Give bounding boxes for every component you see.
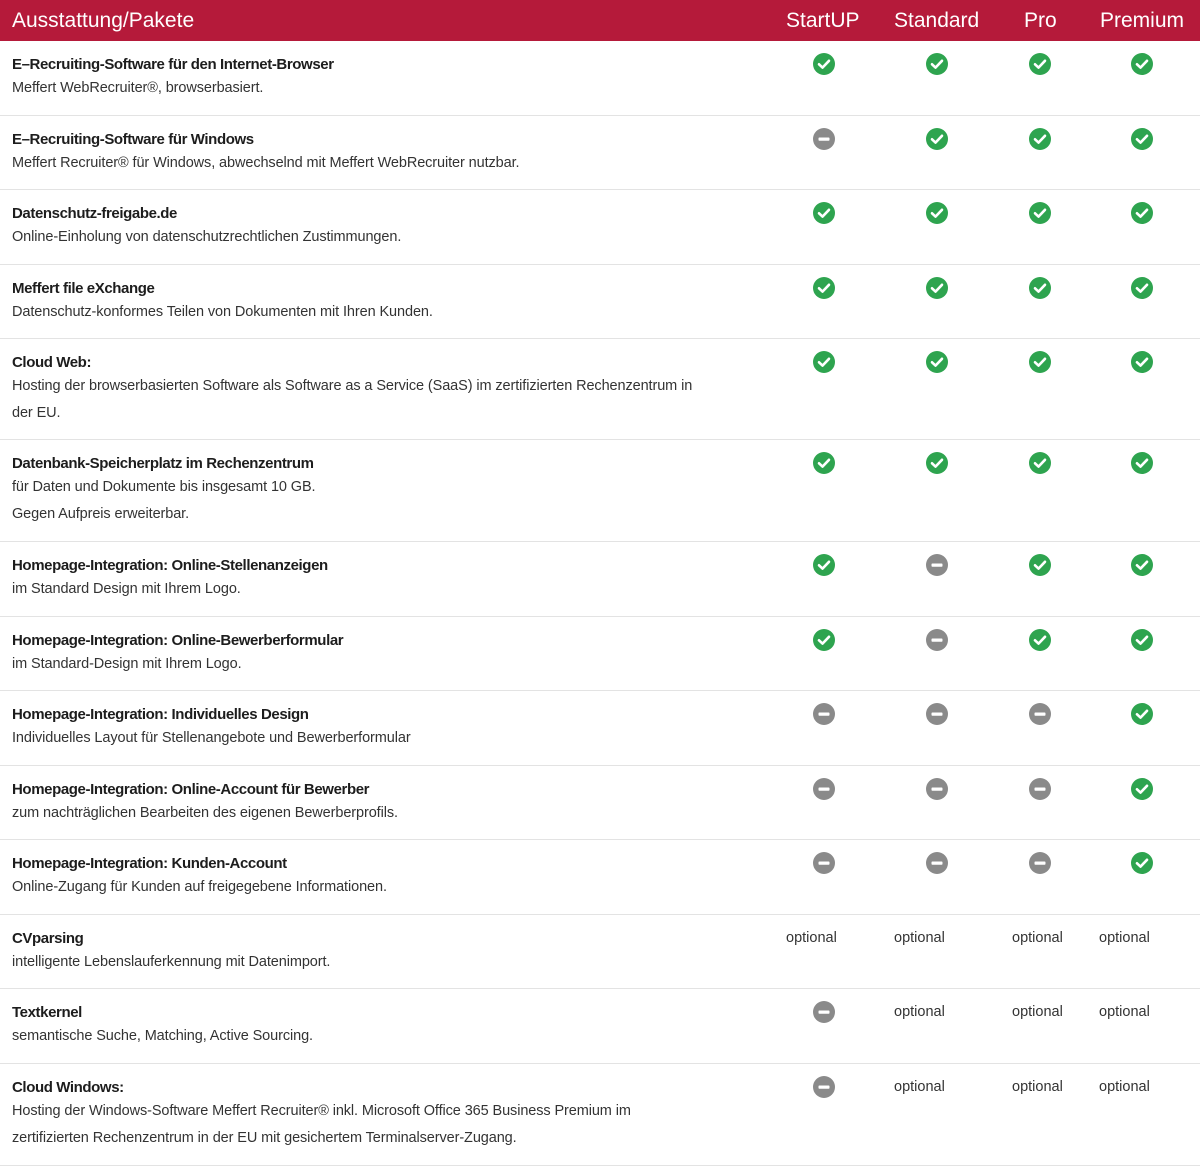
- optional-label: optional: [1012, 1079, 1063, 1095]
- feature-description: Hosting der browserbasierten Software als Software as a Service (SaaS) im zertifizierten Rechenzentrum in: [12, 378, 693, 394]
- feature-title: Homepage-Integration: Online-Account für Bewerber: [12, 781, 370, 798]
- feature-title: Cloud Web:: [12, 354, 92, 371]
- check-circle-icon: [1131, 277, 1153, 299]
- table-row: [0, 41, 1200, 116]
- feature-title: CVparsing: [12, 930, 84, 947]
- table-row: [0, 840, 1200, 915]
- check-circle-icon: [1131, 703, 1153, 725]
- optional-label: optional: [894, 1079, 945, 1095]
- package-cell-premium: [0, 53, 1200, 75]
- table-row: [0, 542, 1200, 617]
- feature-description: im Standard-Design mit Ihrem Logo.: [12, 656, 242, 672]
- table-row: [0, 265, 1200, 339]
- package-cell-premium: [0, 452, 1200, 474]
- optional-label: optional: [1099, 1079, 1150, 1095]
- table-header: [0, 0, 1200, 41]
- table-row: [0, 989, 1200, 1064]
- optional-label: optional: [1099, 930, 1150, 946]
- table-row: [0, 116, 1200, 190]
- header-package-startup: StartUP: [786, 9, 860, 32]
- package-cell-premium: [0, 277, 1200, 299]
- feature-description: Individuelles Layout für Stellenangebote und Bewerberformular: [12, 730, 411, 746]
- table-row: [0, 691, 1200, 766]
- package-cell-premium: [0, 703, 1200, 725]
- feature-description: Online-Zugang für Kunden auf freigegebene Informationen.: [12, 879, 387, 895]
- check-circle-icon: [1131, 452, 1153, 474]
- header-package-pro: Pro: [1024, 9, 1057, 32]
- table-row: [0, 339, 1200, 440]
- feature-description: zum nachträglichen Bearbeiten des eigenen Bewerberprofils.: [12, 805, 398, 821]
- package-cell-premium: [0, 202, 1200, 224]
- feature-title: E–Recruiting-Software für den Internet-Browser: [12, 56, 334, 73]
- check-circle-icon: [1131, 351, 1153, 373]
- check-circle-icon: [1131, 778, 1153, 800]
- feature-description: Hosting der Windows-Software Meffert Recruiter® inkl. Microsoft Office 365 Business Premium im: [12, 1103, 631, 1119]
- package-cell-premium: [0, 927, 1200, 949]
- check-circle-icon: [1131, 202, 1153, 224]
- feature-title: Datenschutz-freigabe.de: [12, 205, 177, 222]
- check-circle-icon: [1131, 852, 1153, 874]
- table-row: [0, 617, 1200, 691]
- optional-label: optional: [1012, 1004, 1063, 1020]
- feature-description: intelligente Lebenslauferkennung mit Datenimport.: [12, 954, 331, 970]
- package-cell-premium: [0, 629, 1200, 651]
- feature-title: Textkernel: [12, 1004, 82, 1021]
- feature-description: Gegen Aufpreis erweiterbar.: [12, 506, 190, 522]
- check-circle-icon: [1131, 128, 1153, 150]
- package-cell-premium: [0, 128, 1200, 150]
- feature-title: Meffert file eXchange: [12, 280, 155, 297]
- table-body: [0, 41, 1200, 1166]
- feature-description: der EU.: [12, 405, 61, 421]
- feature-description: zertifizierten Rechenzentrum in der EU mit gesichertem Terminalserver-Zugang.: [12, 1130, 517, 1146]
- feature-title: E–Recruiting-Software für Windows: [12, 131, 254, 148]
- feature-title: Homepage-Integration: Online-Bewerberformular: [12, 632, 344, 649]
- feature-description: Meffert Recruiter® für Windows, abwechselnd mit Meffert WebRecruiter nutzbar.: [12, 155, 520, 171]
- package-cell-premium: [0, 852, 1200, 874]
- package-cell-premium: [0, 351, 1200, 373]
- optional-label: optional: [894, 1004, 945, 1020]
- feature-description: Meffert WebRecruiter®, browserbasiert.: [12, 80, 264, 96]
- header-package-premium: Premium: [1100, 9, 1185, 32]
- package-cell-premium: [0, 1001, 1200, 1023]
- feature-description: im Standard Design mit Ihrem Logo.: [12, 581, 241, 597]
- feature-description: für Daten und Dokumente bis insgesamt 10 GB.: [12, 479, 316, 495]
- table-row: [0, 766, 1200, 840]
- package-cell-premium: [0, 554, 1200, 576]
- feature-description: Online-Einholung von datenschutzrechtlichen Zustimmungen.: [12, 229, 402, 245]
- feature-title: Cloud Windows:: [12, 1079, 124, 1096]
- header-feature-column: Ausstattung/Pakete: [12, 9, 195, 32]
- check-circle-icon: [1131, 554, 1153, 576]
- feature-title: Homepage-Integration: Kunden-Account: [12, 855, 287, 872]
- optional-label: optional: [894, 930, 945, 946]
- feature-title: Homepage-Integration: Individuelles Design: [12, 706, 309, 723]
- table-row: [0, 440, 1200, 542]
- table-row: [0, 1064, 1200, 1166]
- feature-title: Homepage-Integration: Online-Stellenanzeigen: [12, 557, 328, 574]
- package-cell-premium: [0, 1076, 1200, 1098]
- check-circle-icon: [1131, 629, 1153, 651]
- optional-label: optional: [1099, 1004, 1150, 1020]
- feature-title: Datenbank-Speicherplatz im Rechenzentrum: [12, 455, 314, 472]
- feature-description: semantische Suche, Matching, Active Sourcing.: [12, 1028, 313, 1044]
- table-row: [0, 915, 1200, 989]
- table-row: [0, 190, 1200, 265]
- check-circle-icon: [1131, 53, 1153, 75]
- optional-label: optional: [1012, 930, 1063, 946]
- optional-label: optional: [786, 930, 837, 946]
- header-package-standard: Standard: [894, 9, 980, 32]
- package-cell-premium: [0, 778, 1200, 800]
- feature-description: Datenschutz-konformes Teilen von Dokumenten mit Ihren Kunden.: [12, 304, 433, 320]
